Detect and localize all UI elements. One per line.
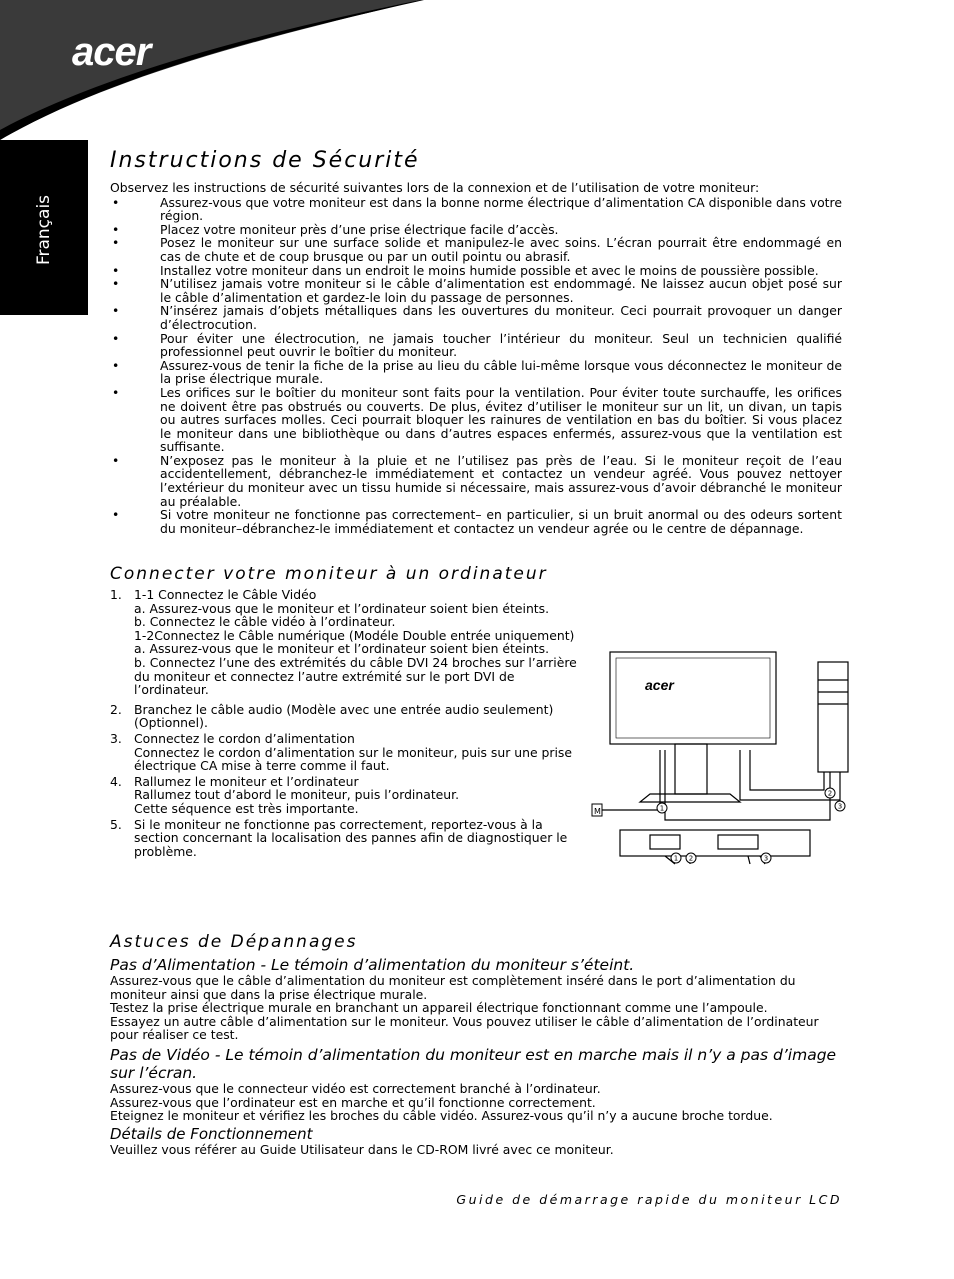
diagram-callout: 3 [837,802,843,811]
language-tab-label: Français [34,194,54,266]
diagram-callout: 1 [659,804,665,813]
safety-intro: Observez les instructions de sécurité suivantes lors de la connexion et de l’utilisation de votre moniteur: [110,180,760,195]
list-item: • Placez votre moniteur près d’une prise électrique facile d’accès. [110,223,842,237]
connect-steps [110,588,580,858]
language-tab [0,140,88,315]
details-heading: Détails de Fonctionnement [110,1124,313,1143]
step-item: 2. Branchez le câble audio (Modèle avec une entrée audio seulement) (Optionnel). [110,701,554,731]
safety-section [110,140,842,535]
list-item: • N’exposez pas le moniteur à la pluie et ne l’utilisez pas près de l’eau. Si le moniteur reçoit de l’eau accidentellement, débranchez-le immédiatement et contactez un vendeur agréé. Vous pouvez nettoyer l’extérieur du moniteur avec un tissu humide si nécessaire, mais assurez-vous d’avoir débranché le moniteur au préalable. [110,454,842,508]
list-item: • Posez le moniteur sur une surface solide et manipulez-le avec soins. L’écran pourrait être endommagé en cas de chute et de coup brusque ou par un outil pointu ou abrasif. [110,236,842,263]
list-item: • Les orifices sur le boîtier du moniteur sont faits pour la ventilation. Pour éviter toute surchauffe, les orifices ne doivent être pas obstrués ou couverts. De plus, évitez d’utiliser le moniteur sur un lit, un divan, un tapis ou autres surfaces molles. Ceci pourrait bloquer les rainures de ventilation en bas du boîtier. Si vous placez le moniteur dans une bibliothèque ou dans d’autres espaces enfermés, assurez-vous que la ventilation est suffisante. [110,386,842,454]
list-item: • Assurez-vous que votre moniteur est dans la bonne norme électrique d’alimentation CA disponible dans votre région. [110,196,842,223]
connect-section [110,564,580,860]
no-video-heading: Pas de Vidéo - Le témoin d’alimentation du moniteur est en marche mais il n’y a pas d’image sur l’écran. [110,1045,837,1082]
diagram-callout: 1 [673,854,679,863]
diagram-callout: 3 [763,854,769,863]
list-item: • N’utilisez jamais votre moniteur si le câble d’alimentation est endommagé. Ne laissez aucun objet posé sur le câble d’alimentation et gardez-le loin du passage de personnes. [110,277,842,304]
tips-title: Astuces de Dépannages [110,932,358,952]
list-item: • Installez votre moniteur dans un endroit le moins humide possible et avec le moins de poussière possible. [110,264,842,278]
connect-title: Connecter votre moniteur à un ordinateur [110,564,548,584]
diagram-callout: 2 [688,854,694,863]
step-item: 5. Si le moniteur ne fonctionne pas correctement, reportez-vous à la section concernant la localisation des pannes afin de diagnostiquer le problème. [110,816,568,859]
connection-diagram [590,650,850,870]
diagram-callout: 2 [827,789,833,798]
tips-section: Astuces de Dépannages Pas d’Alimentation - Le témoin d’alimentation du moniteur s’éteint. Assurez-vous que le câble d’alimentation du moniteur est complètement inséré dans le port d’alimentation du moniteur ainsi que dans la prise électrique murale. Testez la prise électrique murale en branchant un appareil électrique fonctionnant comme une l’ampoule. Essayez un autre câble d’alimentation sur le moniteur. Vous pouvez utiliser le câble d’alimentation de l’ordinateur pour réaliser ce test. Pas de Vidéo - Le témoin d’alimentation du moniteur est en marche mais il n’y a pas d’image sur l’écran. Assurez-vous que le connecteur vidéo est correctement branché à l’ordinateur. Assurez-vous que l’ordinateur est en marche et qu’il fonctionne correctement. Eteignez le moniteur et vérifiez les broches du câble vidéo. Assurez-vous qu’il n’y a aucune broche tordue. Détails de Fonctionnement Veuillez vous référer au Guide Utilisateur dans le CD-ROM livré avec ce moniteur. [110,932,842,1156]
acer-logo: acer [72,30,151,74]
diagram-monitor-logo: acer [645,677,674,693]
step-item: 4. Rallumez le moniteur et l’ordinateur Rallumez tout d’abord le moniteur, puis l’ordinateur. Cette séquence est très importante. [110,773,460,816]
diagram-outlet-label: M [594,807,601,816]
list-item: • Assurez-vous de tenir la fiche de la prise au lieu du câble lui-même lorsque vous déconnectez le moniteur de la prise électrique murale. [110,359,842,386]
step-item: 1. 1-1 Connectez le Câble Vidéo a. Assurez-vous que le moniteur et l’ordinateur soient bien éteints. b. Connectez le câble vidéo à l’ordinateur. 1-2Connectez le Câble numérique (Modéle Double entrée uniquement) a. Assurez-vous que le moniteur et l’ordinateur soient bien éteints. b. Connectez l’une des extrémités du câble DVI 24 broches sur l’arrière du moniteur et connectez l’autre extrémité sur le port DVI de l’ordinateur. [110,587,577,698]
safety-list [110,196,842,536]
list-item: • Pour éviter une électrocution, ne jamais toucher l’intérieur du moniteur. Seul un technicien qualifié professionnel peut ouvrir le boîtier du moniteur. [110,332,842,359]
list-item: • Si votre moniteur ne fonctionne pas correctement– en particulier, si un bruit anormal ou des odeurs sortent du moniteur–débranchez-le immédiatement et contactez un vendeur agrée ou le centre de dépannage. [110,508,842,535]
step-item: 3. Connectez le cordon d’alimentation Connectez le cordon d’alimentation sur le moniteur, puis sur une prise électrique CA mise à terre comme il faut. [110,730,573,774]
no-power-heading: Pas d’Alimentation - Le témoin d’alimentation du moniteur s’éteint. [110,956,635,974]
footer-text: Guide de démarrage rapide du moniteur LCD [456,1192,842,1207]
list-item: • N’insérez jamais d’objets métalliques dans les ouvertures du moniteur. Ceci pourrait provoquer un danger d’électrocution. [110,304,842,331]
safety-title: Instructions de Sécurité [110,148,420,173]
